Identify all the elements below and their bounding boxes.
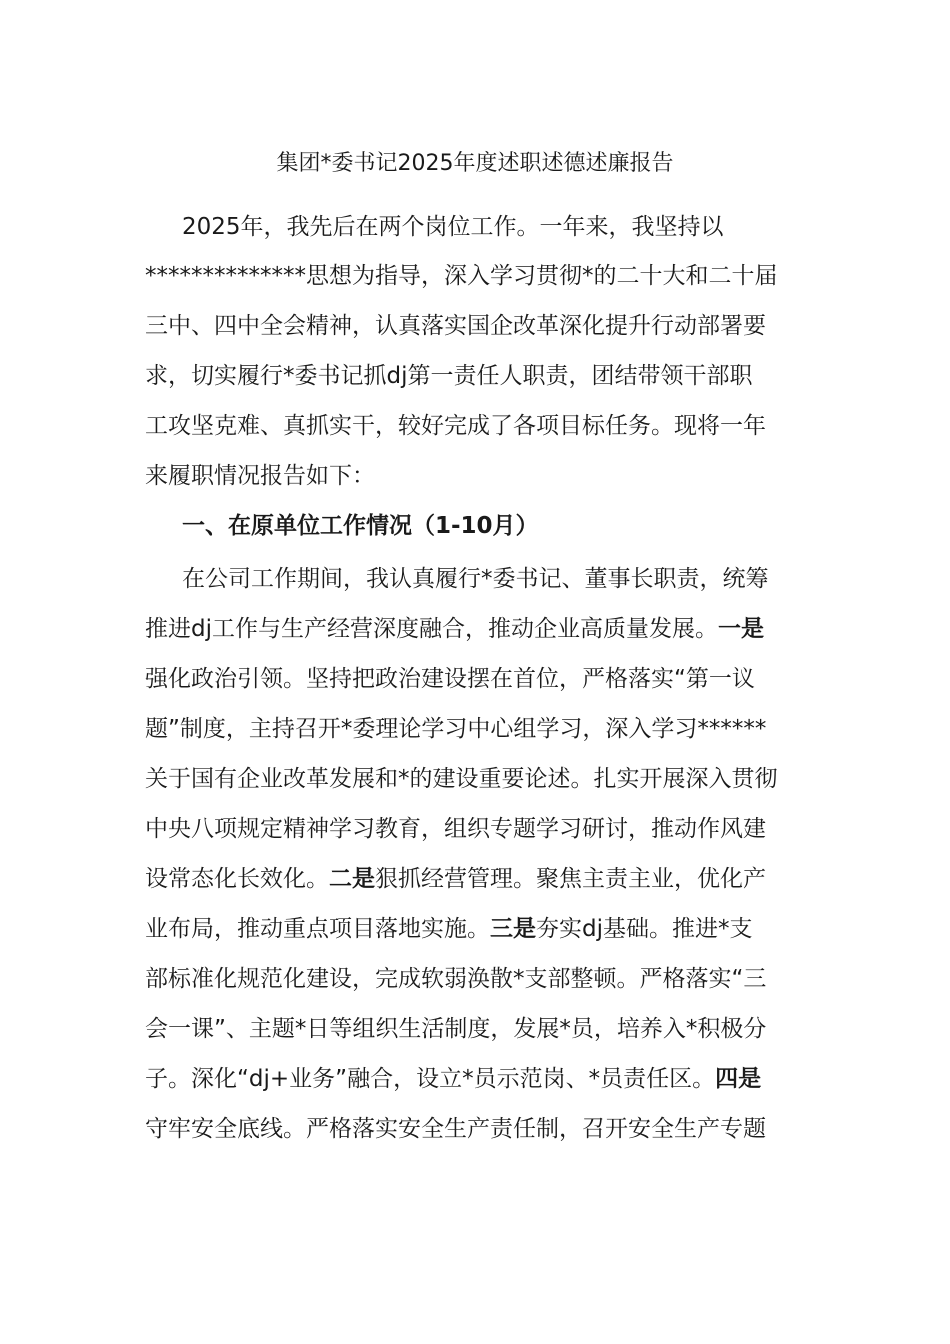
section-1-line-7 [145, 862, 865, 896]
text-segment: 狠抓经营管理。聚焦主责主业，优化产 [375, 866, 766, 892]
intro-line-3: 三中、四中全会精神，认真落实国企改革深化提升行动部署要 [145, 313, 766, 339]
document-title: 集团*委书记2025年度述职述德述廉报告 [276, 151, 674, 176]
section-1-heading: 一、在原单位工作情况（1-10月） [182, 513, 539, 539]
intro-line-4: 求，切实履行*委书记抓dj第一责任人职责，团结带领干部职 [145, 363, 753, 389]
intro-line-6: 来履职情况报告如下： [145, 463, 375, 489]
text-segment: 夯实dj基础。推进*支 [536, 916, 753, 942]
keyword-third: 三是 [490, 916, 536, 942]
section-1-line-10: 会一课”、主题*日等组织生活制度，发展*员，培养入*积极分 [145, 1016, 767, 1042]
section-1-line-8 [145, 912, 865, 946]
text-segment: 推进dj工作与生产经营深度融合，推动企业高质量发展。 [145, 616, 718, 642]
section-1-line-9: 部标准化规范化建设，完成软弱涣散*支部整顿。严格落实“三 [145, 966, 767, 992]
section-1-line-2 [145, 612, 865, 646]
section-1-line-5: 关于国有企业改革发展和*的建设重要论述。扎实开展深入贯彻 [145, 766, 778, 792]
intro-line-1: 2025年，我先后在两个岗位工作。一年来，我坚持以 [182, 214, 724, 240]
section-1-line-4: 题”制度，主持召开*委理论学习中心组学习，深入学习****** [145, 716, 767, 742]
keyword-second: 二是 [329, 866, 375, 892]
text-segment: 业布局，推动重点项目落地实施。 [145, 916, 490, 942]
section-1-line-3: 强化政治引领。坚持把政治建设摆在首位，严格落实“第一议 [145, 666, 755, 692]
text-segment: 子。深化“dj+业务”融合，设立*员示范岗、*员责任区。 [145, 1066, 716, 1092]
section-1-line-6: 中央八项规定精神学习教育，组织专题学习研讨，推动作风建 [145, 816, 766, 842]
section-1-line-1: 在公司工作期间，我认真履行*委书记、董事长职责，统筹 [182, 566, 769, 592]
text-segment: 设常态化长效化。 [145, 866, 329, 892]
keyword-first: 一是 [718, 616, 764, 642]
intro-line-2: **************思想为指导，深入学习贯彻*的二十大和二十届 [145, 263, 778, 289]
intro-line-5: 工攻坚克难、真抓实干，较好完成了各项目标任务。现将一年 [145, 413, 766, 439]
section-1-line-12: 守牢安全底线。严格落实安全生产责任制，召开安全生产专题 [145, 1116, 766, 1142]
keyword-fourth: 四是 [715, 1066, 762, 1092]
section-1-line-11 [145, 1062, 865, 1096]
